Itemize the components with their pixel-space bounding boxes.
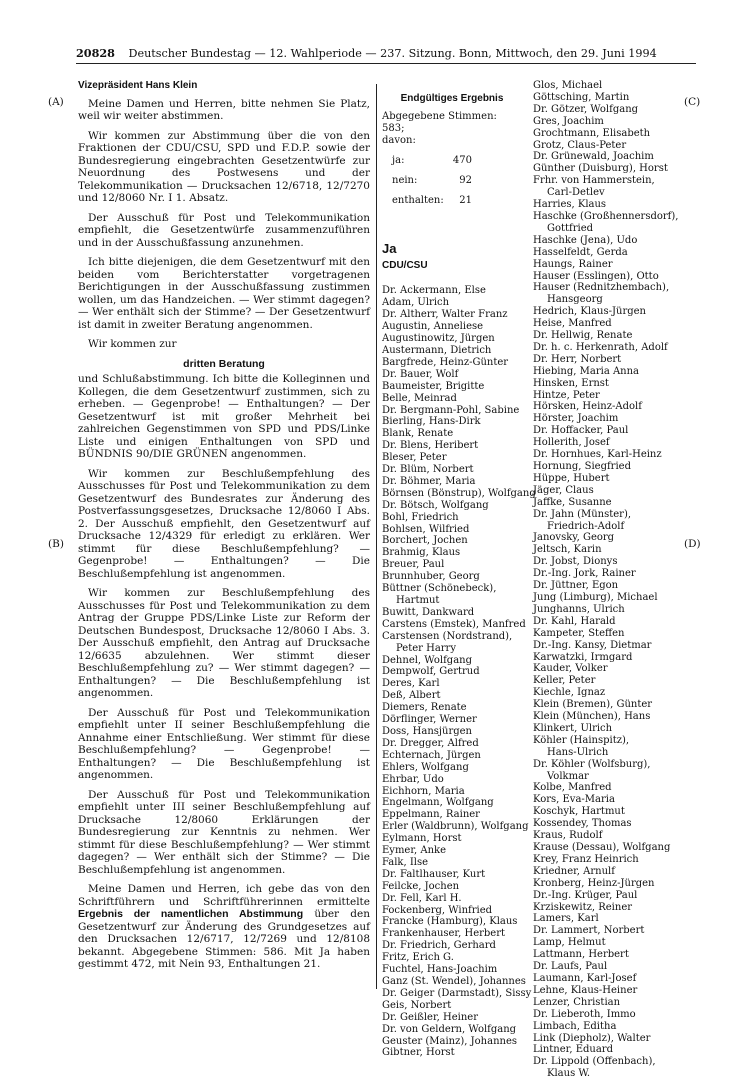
member-name: Eppelmann, Rainer xyxy=(382,809,480,821)
member-name: Eymer, Anke xyxy=(382,845,447,857)
member-name: Carl-Detlev xyxy=(547,187,605,199)
member-name: Augustin, Anneliese xyxy=(382,321,484,333)
paragraph xyxy=(78,883,370,971)
member-name: Peter Harry xyxy=(396,642,456,654)
vote-value: 92 xyxy=(459,174,472,186)
member-name: Dr. Hellwig, Renate xyxy=(533,330,633,342)
member-name: Dr. Grünewald, Joachim xyxy=(533,151,654,163)
member-name: Echternach, Jürgen xyxy=(382,749,481,761)
member-name: Blank, Renate xyxy=(382,428,454,440)
member-name: Dr. Lieberoth, Immo xyxy=(533,1008,636,1020)
member-name: Dr. Fell, Karl H. xyxy=(382,892,462,904)
member-name: Dr. Lammert, Norbert xyxy=(533,925,645,937)
member-name: Dr. Kahl, Harald xyxy=(533,615,616,627)
member-name: Lamers, Karl xyxy=(533,913,599,925)
member-name: Eylmann, Horst xyxy=(382,833,462,845)
member-name: Gres, Joachim xyxy=(533,115,604,127)
member-name: Karwatzki, Irmgard xyxy=(533,651,633,663)
member-name: Dr.-Ing. Kansy, Dietmar xyxy=(533,639,652,651)
paragraph: Der Ausschuß für Post und Telekommunikation empfiehlt unter III seiner Beschlußempfehlung auf Drucksache 12/8060 Erklärungen der Bundesregierung zur Kenntnis zu nehmen. Wer stimmt für diese Beschlußempfehlung? — Wer stimmt dagegen? — Wer enthält sich der Stimme? — Die Beschlußempfehlung ist angenommen. xyxy=(78,788,370,876)
paragraph: Der Ausschuß für Post und Telekommunikation empfiehlt, die Gesetzentwürfe zusammenzuführen und in der Ausschußfassung anzunehmen. xyxy=(78,211,370,249)
vote-row xyxy=(392,175,522,195)
member-name: Kors, Eva-Maria xyxy=(533,794,615,806)
member-name: Carstens (Emstek), Manfred xyxy=(382,618,526,630)
member-name: Friedrich-Adolf xyxy=(547,520,625,532)
member-name: Jeltsch, Karin xyxy=(533,544,602,556)
member-name: Lehne, Klaus-Heiner xyxy=(533,984,638,996)
member-name: Göttsching, Martin xyxy=(533,91,630,103)
member-name: Dr. Götzer, Wolfgang xyxy=(533,103,639,115)
member-name: Deß, Albert xyxy=(382,690,441,702)
member-name: Hartmut xyxy=(396,595,440,606)
member-name: Gibtner, Horst xyxy=(382,1047,455,1059)
vote-value: 470 xyxy=(452,154,472,166)
header-rule xyxy=(76,63,696,64)
member-name: Kolbe, Manfred xyxy=(533,782,612,794)
member-name: Dr. Hoffacker, Paul xyxy=(533,425,629,437)
member-name: Ehrbar, Udo xyxy=(382,773,444,785)
member-name: Lattmann, Herbert xyxy=(533,949,629,961)
member-name: Bohlsen, Wilfried xyxy=(382,523,470,535)
member-name: Dr. Faltlhauser, Kurt xyxy=(382,868,486,880)
member-name: Hauser (Rednitzhembach), xyxy=(533,282,670,294)
member-name: Klaus W. xyxy=(547,1068,591,1080)
member-name: Breuer, Paul xyxy=(382,559,445,571)
member-name: Hintze, Peter xyxy=(533,389,600,401)
member-name: Grochtmann, Elisabeth xyxy=(533,127,651,139)
member-name: Ganz (St. Wendel), Johannes xyxy=(382,976,526,987)
vote-row xyxy=(392,195,522,215)
vote-label: nein: xyxy=(392,174,418,186)
member-name: Dr. Hornhues, Karl-Heinz xyxy=(533,449,662,461)
member-name: Hörsken, Heinz-Adolf xyxy=(533,401,642,413)
member-name: Bierling, Hans-Dirk xyxy=(382,416,481,428)
member-name: Heise, Manfred xyxy=(533,318,612,330)
paragraph: Ich bitte diejenigen, die dem Gesetzentwurf mit den beiden vom Berichterstatter vorgetragenen Berichtigungen in der Ausschußfassung zustimmen wollen, um das Handzeichen. — Wer stimmt dagegen? — Wer enthält sich der Stimme? — Der Gesetzentwurf ist damit in zweiter Beratung angenommen. xyxy=(78,256,370,331)
member-name: Dr. Geißler, Heiner xyxy=(382,1011,478,1023)
member-name: Ehlers, Wolfgang xyxy=(382,761,469,773)
member-name: Link (Diepholz), Walter xyxy=(533,1032,651,1044)
member-name: Dr. von Geldern, Wolfgang xyxy=(382,1023,517,1035)
member-name: Francke (Hamburg), Klaus xyxy=(382,916,518,928)
vote-result-column xyxy=(382,80,536,1059)
member-name: Kiechle, Ignaz xyxy=(533,687,606,699)
party-heading: CDU/CSU xyxy=(382,259,428,271)
member-name: Fuchtel, Hans-Joachim xyxy=(382,964,498,976)
member-name: Borchert, Jochen xyxy=(382,535,468,547)
member-name: Hollerith, Josef xyxy=(533,437,610,449)
speaker-name: Vizepräsident Hans Klein xyxy=(78,80,198,91)
member-name: Börnsen (Bönstrup), Wolfgang xyxy=(382,487,536,499)
member-name: Dr. Böhmer, Maria xyxy=(382,475,476,487)
vote-table xyxy=(392,155,522,215)
member-name: Geis, Norbert xyxy=(382,999,452,1011)
member-name: Kronberg, Heinz-Jürgen xyxy=(533,877,655,889)
member-name: Dr. h. c. Herkenrath, Adolf xyxy=(533,341,668,353)
paragraph: Meine Damen und Herren, bitte nehmen Sie Platz, weil wir weiter abstimmen. xyxy=(78,97,370,122)
member-name: Diemers, Renate xyxy=(382,702,467,714)
member-name: Hauser (Esslingen), Otto xyxy=(533,270,659,282)
member-name: Augustinowitz, Jürgen xyxy=(382,333,495,345)
member-name: Günther (Duisburg), Horst xyxy=(533,163,668,175)
member-name: Jäger, Claus xyxy=(533,484,594,496)
votes-cast-line: Abgegebene Stimmen: 583; xyxy=(382,110,497,134)
member-name: Limbach, Editha xyxy=(533,1020,617,1032)
member-name: Adam, Ulrich xyxy=(382,297,450,309)
member-name: Laumann, Karl-Josef xyxy=(533,972,637,984)
member-name: Kriedner, Arnulf xyxy=(533,865,615,877)
member-name: Dr. Blens, Heribert xyxy=(382,440,479,452)
member-name: Baumeister, Brigitte xyxy=(382,380,485,392)
member-name: Bleser, Peter xyxy=(382,452,447,464)
member-name: Belle, Meinrad xyxy=(382,392,457,404)
member-name: Haschke (Großhennersdorf), xyxy=(533,210,679,222)
member-name: Frhr. von Hammerstein, xyxy=(533,175,655,187)
member-name: Jung (Limburg), Michael xyxy=(533,591,658,603)
running-title: Deutscher Bundestag — 12. Wahlperiode — 237. Sitzung. Bonn, Mittwoch, den 29. Juni 1994 xyxy=(128,47,657,60)
member-list xyxy=(382,285,536,1059)
member-name: Dr. Herr, Norbert xyxy=(533,353,622,365)
margin-mark-b: (B) xyxy=(48,538,64,550)
member-name: Buwitt, Dankward xyxy=(382,606,475,618)
member-name: Dr.-Ing. Jork, Rainer xyxy=(533,568,636,580)
member-name: Dr. Jobst, Dionys xyxy=(533,556,618,568)
member-name: Haschke (Jena), Udo xyxy=(533,234,638,246)
vote-label: ja: xyxy=(392,154,405,166)
member-name: Erler (Waldbrunn), Wolfgang xyxy=(382,821,529,833)
member-name: Hansgeorg xyxy=(547,294,603,306)
member-name: Geuster (Mainz), Johannes xyxy=(382,1035,518,1047)
paragraph-text: Meine Damen und Herren, ich gebe das von den Schriftführern und Schriftführerinnen ermittelte xyxy=(78,883,370,908)
member-name: Lintner, Eduard xyxy=(533,1044,613,1056)
margin-mark-c: (C) xyxy=(684,96,701,108)
member-name: Gottfried xyxy=(547,222,594,234)
member-name: Lenzer, Christian xyxy=(533,996,621,1008)
member-name: Klinkert, Ulrich xyxy=(533,722,613,734)
member-name: Falk, Ilse xyxy=(382,856,429,868)
member-name: Keller, Peter xyxy=(533,675,596,687)
vote-value: 21 xyxy=(459,194,472,206)
member-name: Deres, Karl xyxy=(382,678,440,690)
member-name: Dr. Bauer, Wolf xyxy=(382,368,459,380)
member-name: Brunnhuber, Georg xyxy=(382,571,480,583)
member-name: Dr. Bötsch, Wolfgang xyxy=(382,499,489,511)
member-name: Austermann, Dietrich xyxy=(382,344,492,356)
vote-label: enthalten: xyxy=(392,194,444,206)
member-name: Harries, Klaus xyxy=(533,199,607,211)
result-title: Endgültiges Ergebnis xyxy=(400,93,504,104)
member-name: Dr. Friedrich, Gerhard xyxy=(382,940,496,952)
paragraph: Wir kommen zur xyxy=(88,338,177,350)
member-name: Klein (Bremen), Günter xyxy=(533,699,653,711)
member-name: Dr. Köhler (Wolfsburg), xyxy=(533,758,651,770)
member-name: Kampeter, Steffen xyxy=(533,627,625,639)
member-name: Engelmann, Wolfgang xyxy=(382,797,494,809)
member-name: Büttner (Schönebeck), xyxy=(382,583,497,595)
margin-mark-a: (A) xyxy=(48,96,64,108)
member-name: Dr. Laufs, Paul xyxy=(533,961,608,973)
member-name: Hans-Ulrich xyxy=(547,746,609,758)
member-name: Dr. Altherr, Walter Franz xyxy=(382,309,508,321)
page-number: 20828 xyxy=(76,46,115,60)
member-list xyxy=(533,80,701,1080)
member-name: Dr. Ackermann, Else xyxy=(382,285,486,297)
member-name: Klein (München), Hans xyxy=(533,711,651,723)
member-name: Hüppe, Hubert xyxy=(533,472,610,484)
member-name: Hinsken, Ernst xyxy=(533,377,609,389)
member-name: Kossendey, Thomas xyxy=(533,818,632,830)
votes-cast-line: davon: xyxy=(382,134,416,146)
member-name: Krziskewitz, Reiner xyxy=(533,901,633,913)
paragraph: Wir kommen zur Beschlußempfehlung des Ausschusses für Post und Telekommunikation zu dem Antrag der Gruppe PDS/Linke Liste zur Reform der Deutschen Bundespost, Drucksache 12/8060 I Abs. 3. Der Ausschuß empfiehlt, den Antrag auf Drucksache 12/6635 abzulehnen. Wer stimmt dieser Beschlußempfehlung zu? — Wer stimmt dagegen? — Enthaltungen? — Die Beschlußempfehlung ist angenommen. xyxy=(78,587,370,699)
member-name: Dr. Blüm, Norbert xyxy=(382,464,474,476)
member-name: Kraus, Rudolf xyxy=(533,830,603,842)
bold-phrase: Ergebnis der namentlichen Abstimmung xyxy=(78,908,304,920)
margin-mark-d: (D) xyxy=(684,538,701,550)
member-name: Dr.-Ing. Krüger, Paul xyxy=(533,889,638,901)
member-name: Eichhorn, Maria xyxy=(382,785,465,797)
page-header xyxy=(76,46,694,60)
member-list-continued xyxy=(533,80,701,1080)
member-name: Fockenberg, Winfried xyxy=(382,904,493,916)
member-name: Hornung, Siegfried xyxy=(533,461,631,472)
member-name: Dr. Jüttner, Egon xyxy=(533,580,619,592)
member-name: Glos, Michael xyxy=(533,80,603,91)
member-name: Dr. Lippold (Offenbach), xyxy=(533,1056,656,1068)
paragraph: Wir kommen zur Abstimmung über die von den Fraktionen der CDU/CSU, SPD und F.D.P. sowie der Bundesregierung eingebrachten Gesetzentwürfe zur Neuordnung des Postwesens und der Telekommunikation — Drucksachen 12/6718, 12/7270 und 12/8060 Nr. I 1. Absatz. xyxy=(78,129,370,204)
member-name: Dr. Jahn (Münster), xyxy=(533,508,632,520)
member-name: Dr. Dregger, Alfred xyxy=(382,737,479,749)
paragraph: und Schlußabstimmung. Ich bitte die Kolleginnen und Kollegen, die dem Gesetzentwurf zustimmen, sich zu erheben. — Gegenprobe! — Enthaltungen? — Der Gesetzentwurf ist mit großer Mehrheit bei zahlreichen Gegenstimmen von SPD und PDS/Linke Liste und einigen Enthaltungen von SPD und BÜNDNIS 90/DIE GRÜNEN angenommen. xyxy=(78,373,370,460)
member-name: Carstensen (Nordstrand), xyxy=(382,630,513,642)
member-name: Dörflinger, Werner xyxy=(382,714,477,726)
member-name: Kauder, Volker xyxy=(533,663,608,675)
member-name: Dempwolf, Gertrud xyxy=(382,666,480,678)
member-name: Dr. Bergmann-Pohl, Sabine xyxy=(382,404,520,416)
member-name: Frankenhauser, Herbert xyxy=(382,928,506,940)
member-name: Hörster, Joachim xyxy=(533,413,619,425)
main-column xyxy=(78,80,370,978)
member-name: Janovsky, Georg xyxy=(533,532,615,544)
member-name: Lamp, Helmut xyxy=(533,937,606,949)
member-name: Bohl, Friedrich xyxy=(382,511,459,523)
member-name: Krause (Dessau), Wolfgang xyxy=(533,842,671,853)
paragraph: Wir kommen zur Beschlußempfehlung des Ausschusses für Post und Telekommunikation zu dem Gesetzentwurf des Bundesrates zur Änderung des Postverfassungsgesetzes, Drucksache 12/8060 I Abs. 2. Der Ausschuß empfiehlt, den Gesetzentwurf auf Drucksache 12/4329 für erledigt zu erklären. Wer stimmt für diese Beschlußempfehlung? — Gegenprobe! — Enthaltungen? — Die Beschlußempfehlung ist angenommen. xyxy=(78,467,370,580)
member-name: Krey, Franz Heinrich xyxy=(533,853,639,865)
member-name: Hedrich, Klaus-Jürgen xyxy=(533,306,646,318)
vote-row xyxy=(392,155,522,175)
member-name: Feilcke, Jochen xyxy=(382,880,460,892)
paragraph-text: über den Gesetzentwurf zur Änderung des Grundgesetzes auf den Drucksachen 12/6717, 12/7269 und 12/8108 bekannt. Abgegebene Stimmen: 586. Mit Ja haben gestimmt 472, mit Nein 93, Enthaltungen 21. xyxy=(78,908,370,970)
member-name: Junghanns, Ulrich xyxy=(533,603,625,615)
member-name: Köhler (Hainspitz), xyxy=(533,734,630,746)
member-name: Brahmig, Klaus xyxy=(382,547,461,559)
member-name: Koschyk, Hartmut xyxy=(533,806,625,818)
member-name: Jaffke, Susanne xyxy=(533,496,612,508)
column-divider xyxy=(376,84,377,989)
member-name: Doss, Hansjürgen xyxy=(382,725,472,737)
ja-heading: Ja xyxy=(382,240,397,256)
member-name: Haungs, Rainer xyxy=(533,258,613,270)
member-name: Dehnel, Wolfgang xyxy=(382,654,473,666)
section-heading: dritten Beratung xyxy=(183,357,265,370)
member-name: Hasselfeldt, Gerda xyxy=(533,246,628,258)
paragraph: Der Ausschuß für Post und Telekommunikation empfiehlt unter II seiner Beschlußempfehlung die Annahme einer Entschließung. Wer stimmt für diese Beschlußempfehlung? — Gegenprobe! — Enthaltungen? — Die Beschlußempfehlung ist angenommen. xyxy=(78,706,370,781)
member-name: Dr. Geiger (Darmstadt), Sissy xyxy=(382,987,532,999)
member-name: Fritz, Erich G. xyxy=(382,952,454,964)
member-name: Grotz, Claus-Peter xyxy=(533,139,627,151)
member-name: Hiebing, Maria Anna xyxy=(533,365,640,377)
member-name: Volkmar xyxy=(547,770,589,782)
member-name: Bargfrede, Heinz-Günter xyxy=(382,356,509,368)
